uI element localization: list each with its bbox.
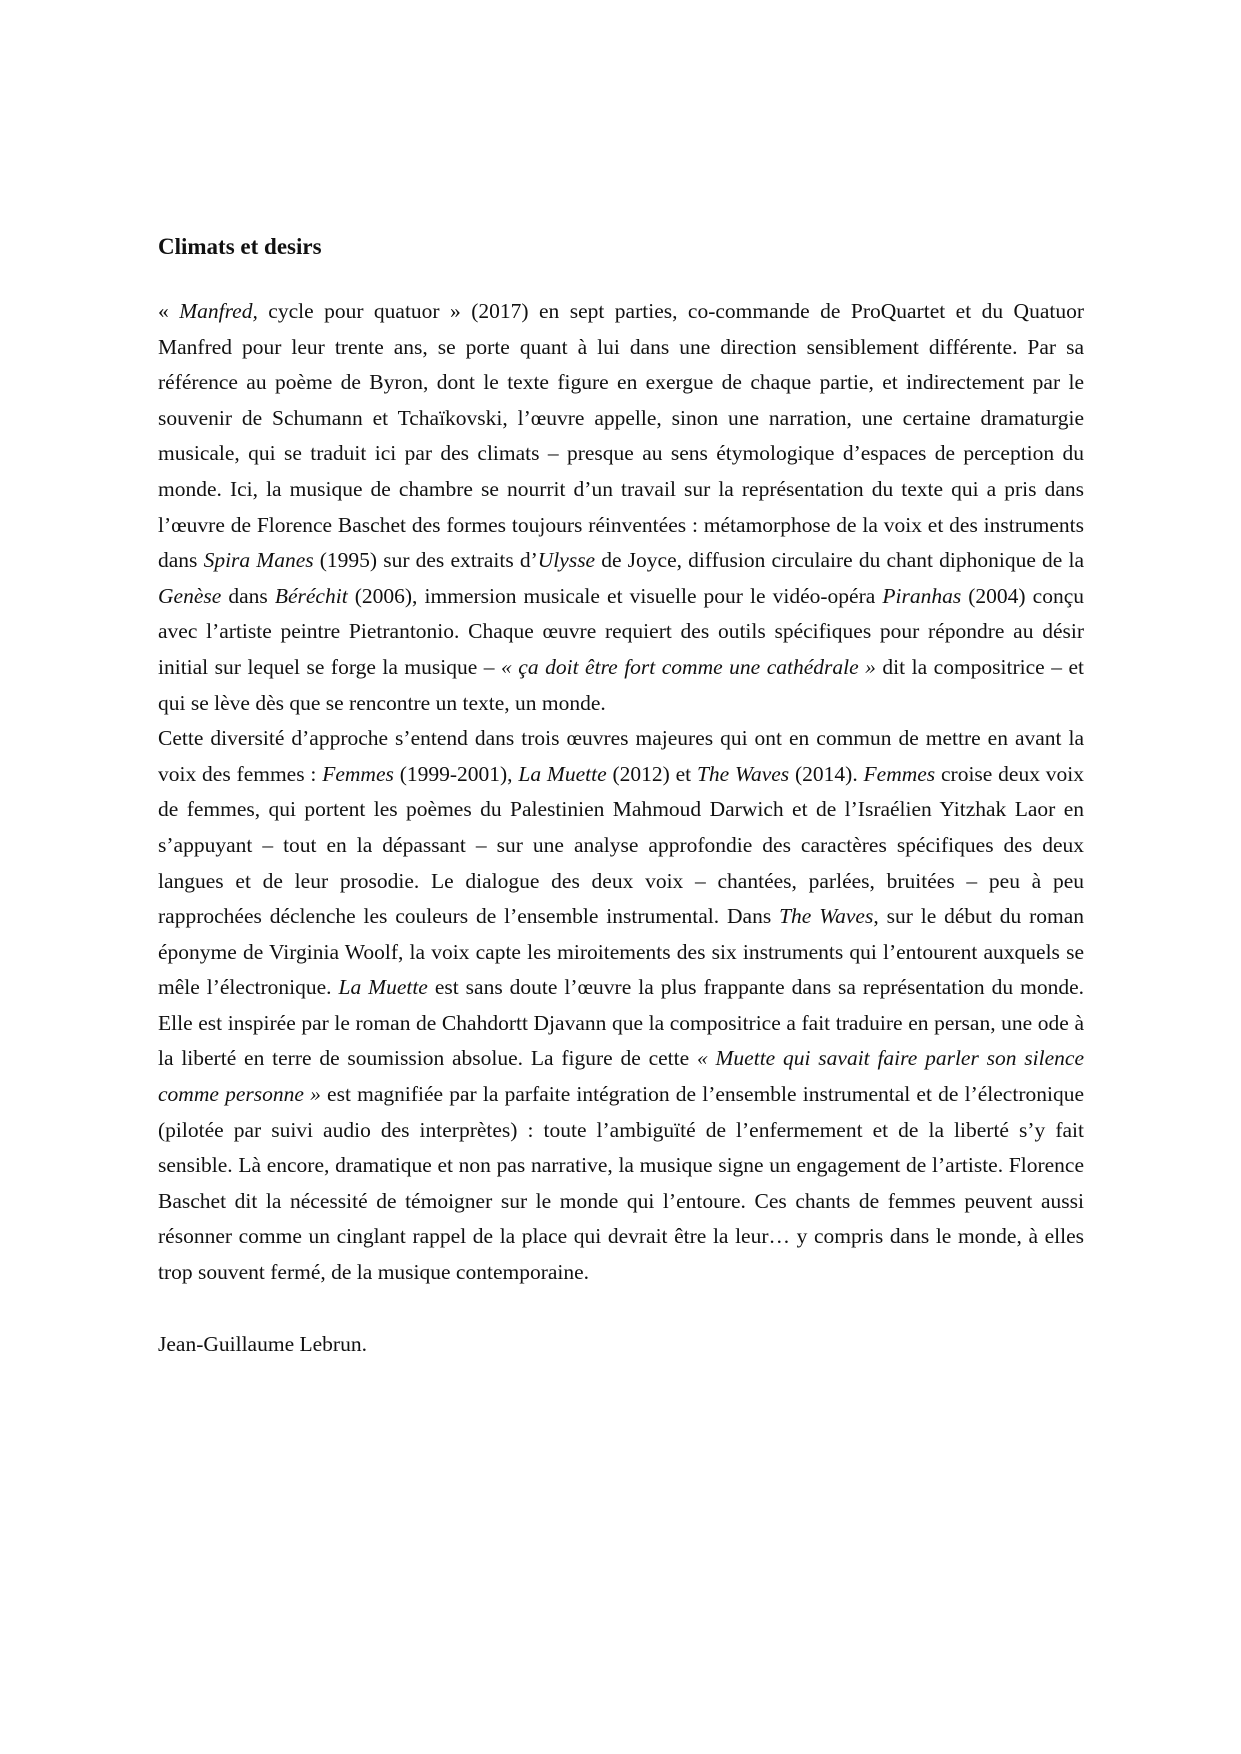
signature: Jean-Guillaume Lebrun. xyxy=(158,1331,367,1356)
text-run: (1995) sur des extraits d’ xyxy=(313,548,538,573)
italic-text-run: La Muette xyxy=(338,975,428,1000)
text-run: est sans doute l’œuvre la plus frappante dans sa représentation du monde. Elle est inspirée par le roman de Chahdortt Djavann que la compositrice a fait traduire en persan, une ode à la liberté en terre de soumission absolue. La figure de cette xyxy=(158,975,1084,1071)
text-run: de Joyce, diffusion circulaire du chant diphonique de la xyxy=(595,548,1084,573)
text-run: Cette diversité d’approche s’entend dans trois œuvres majeures qui ont en commun de mettre en avant la voix des femmes : xyxy=(158,726,1084,786)
text-run: (2012) et xyxy=(606,761,697,786)
text-run: (2004) conçu avec l’artiste peintre Pietrantonio. Chaque œuvre requiert des outils spécifiques pour répondre au désir initial sur lequel se forge la musique – xyxy=(158,583,1084,679)
text-run: « xyxy=(158,299,180,323)
text-run: cycle pour quatuor » (2017) en sept parties, co-commande de ProQuartet et du Quatuor Manfred pour leur trente ans, se porte quant à lui dans une direction sensiblement différente. Par sa référence au poème de Byron, dont le texte figure en exergue de chaque partie, et indirectement par le souvenir de Schumann et Tchaïkovski, l’œuvre appelle, sinon une narration, une certaine dramaturgie musicale, qui se traduit ici par des climats – presque au sens étymologique d’espaces de perception du monde. Ici, la musique de chambre se nourrit d’un travail sur la représentation du texte qui a pris dans l’œuvre de Florence Baschet des formes toujours réinventées : métamorphose de la voix et des instruments dans xyxy=(158,299,1085,573)
italic-text-run: The Waves xyxy=(696,761,790,786)
text-run: (1999-2001), xyxy=(393,761,519,786)
italic-text-run: Piranhas xyxy=(882,583,962,608)
italic-text-run: Manfred, xyxy=(179,299,258,323)
italic-text-run: « Muette qui savait faire parler son silence comme personne » xyxy=(158,1046,1084,1107)
italic-text-run: Spira Manes xyxy=(203,548,314,573)
italic-text-run: Béréchit xyxy=(274,583,348,608)
italic-text-run: Femmes xyxy=(322,761,394,786)
italic-text-run: Genèse xyxy=(158,583,222,608)
italic-text-run: The Waves xyxy=(779,904,874,929)
paragraph xyxy=(158,721,1084,1291)
text-run: est magnifiée par la parfaite intégration de l’ensemble instrumental et de l’électronique (pilotée par suivi audio des interprètes) : toute l’ambiguïté de l’enfermement et de la liberté s’y fait sensible. Là encore, dramatique et non pas narrative, la musique signe un engagement de l’artiste. Florence Baschet dit la nécessité de témoigner sur le monde qui l’entoure. Ces chants de femmes peuvent aussi résonner comme un cinglant rappel de la place qui devrait être la leur… y compris dans le monde, à elles trop souvent fermé, de la musique contemporaine. xyxy=(158,1082,1084,1285)
text-run: , sur le début du roman éponyme de Virginia Woolf, la voix capte les miroitements des six instruments qui l’entourent auxquels se mêle l’électronique. xyxy=(158,904,1085,1000)
document-title: Climats et desirs xyxy=(158,234,322,259)
italic-text-run: Femmes xyxy=(863,761,936,786)
italic-text-run: La Muette xyxy=(518,761,607,786)
paragraph xyxy=(158,294,1084,721)
document-page xyxy=(158,230,1084,1362)
text-run: (2014). xyxy=(789,761,864,786)
text-run: dit la compositrice – et qui se lève dès que se rencontre un texte, un monde. xyxy=(158,654,1084,715)
text-run: croise deux voix de femmes, qui portent les poèmes du Palestinien Mahmoud Darwich et de l’Israélien Yitzhak Laor en s’appuyant – tout en la dépassant – sur une analyse approfondie des caractères spécifiques des deux langues et de leur prosodie. Le dialogue des deux voix – chantées, parlées, bruitées – peu à peu rapprochées déclenche les couleurs de l’ensemble instrumental. Dans xyxy=(158,761,1085,929)
text-run: dans xyxy=(221,583,275,608)
italic-text-run: « ça doit être fort comme une cathédrale » xyxy=(501,654,876,679)
italic-text-run: Ulysse xyxy=(537,548,596,573)
text-run: (2006), immersion musicale et visuelle pour le vidéo-opéra xyxy=(347,583,883,608)
